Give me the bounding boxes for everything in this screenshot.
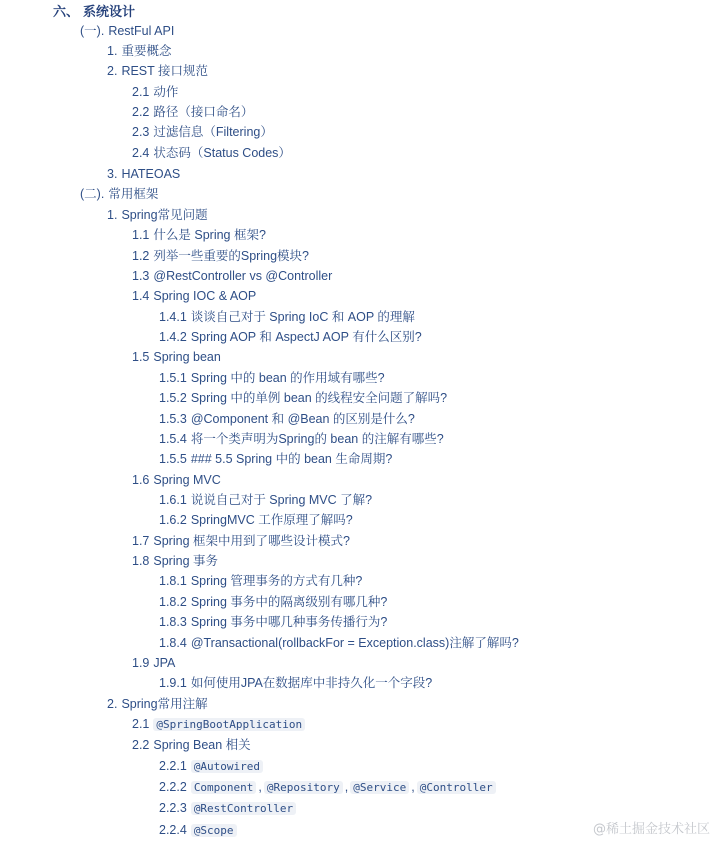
toc-number: 1.6 xyxy=(132,473,150,487)
toc-number: 六、 xyxy=(53,4,80,19)
toc-number: 1.4.1 xyxy=(159,310,187,324)
toc-text: Spring 管理事务的方式有几种? xyxy=(190,574,363,588)
toc-text: RestFul API xyxy=(108,24,175,38)
toc-number: 1.5.2 xyxy=(159,391,187,405)
toc-item[interactable] xyxy=(159,573,362,589)
toc-item[interactable] xyxy=(159,492,372,508)
toc-item[interactable] xyxy=(80,23,174,39)
toc-item[interactable] xyxy=(132,533,350,549)
toc-number: 1.5.4 xyxy=(159,432,187,446)
toc-heading xyxy=(53,4,135,20)
toc-number: 1.7 xyxy=(132,534,150,548)
toc-text: Spring 事务中的隔离级别有哪几种? xyxy=(190,595,388,609)
toc-separator: , xyxy=(344,780,349,794)
toc-text: Spring 事务 xyxy=(153,554,218,568)
toc-item[interactable] xyxy=(107,207,208,223)
toc-number: 1.8 xyxy=(132,554,150,568)
toc-item[interactable] xyxy=(132,124,273,140)
toc-item[interactable] xyxy=(132,268,332,284)
toc-number: 2.4 xyxy=(132,146,150,160)
watermark: @稀土掘金技术社区 xyxy=(592,822,710,837)
toc-number: 1.5.3 xyxy=(159,412,187,426)
toc-code: @Controller xyxy=(417,781,496,794)
toc-text: 什么是 Spring 框架? xyxy=(153,228,266,242)
toc-number: 1.8.1 xyxy=(159,574,187,588)
toc-number: 1.4.2 xyxy=(159,330,187,344)
toc-number: 1.5.1 xyxy=(159,371,187,385)
toc-item[interactable] xyxy=(132,288,256,304)
toc-number: 2.2 xyxy=(132,738,150,752)
toc-item[interactable] xyxy=(159,431,444,447)
toc-text: HATEOAS xyxy=(121,167,181,181)
toc-item[interactable] xyxy=(159,800,296,817)
toc-text: Spring 中的 bean 的作用域有哪些? xyxy=(190,371,385,385)
toc-text: 常用框架 xyxy=(108,187,159,201)
toc-number: 1.3 xyxy=(132,269,150,283)
toc-item[interactable] xyxy=(159,512,353,528)
toc-item[interactable] xyxy=(159,370,385,386)
toc-item[interactable] xyxy=(132,737,251,753)
toc-text: REST 接口规范 xyxy=(121,64,209,78)
toc-number: 1.8.2 xyxy=(159,595,187,609)
toc-item[interactable] xyxy=(159,451,392,467)
toc-item[interactable] xyxy=(132,472,221,488)
toc-text: Spring常见问题 xyxy=(121,208,208,222)
toc-number: 1.1 xyxy=(132,228,150,242)
toc-item[interactable] xyxy=(159,329,422,345)
toc-item[interactable] xyxy=(159,309,415,325)
toc-number: 2.2 xyxy=(132,105,150,119)
toc-number: 1. xyxy=(107,208,118,222)
toc-separator: , xyxy=(258,780,262,794)
toc-number: 1.2 xyxy=(132,249,150,263)
toc-separator: , xyxy=(411,780,415,794)
toc-text: 将一个类声明为Spring的 bean 的注解有哪些? xyxy=(190,432,444,446)
toc-text: 动作 xyxy=(153,85,179,99)
toc-number: 1.5 xyxy=(132,350,150,364)
toc-item[interactable] xyxy=(132,227,266,243)
toc-text: Spring AOP 和 AspectJ AOP 有什么区别? xyxy=(190,330,422,344)
toc-number: 1.8.4 xyxy=(159,636,187,650)
toc-number: 1.9 xyxy=(132,656,150,670)
toc-number: 2.2.3 xyxy=(159,801,187,815)
toc-text: SpringMVC 工作原理了解吗? xyxy=(190,513,353,527)
toc-text: 谈谈自己对于 Spring IoC 和 AOP 的理解 xyxy=(190,310,415,324)
toc-item[interactable] xyxy=(132,248,309,264)
toc-number: 2. xyxy=(107,697,118,711)
toc-number: 2.1 xyxy=(132,85,150,99)
toc-number: 1.5.5 xyxy=(159,452,187,466)
toc-number: (二). xyxy=(80,187,105,201)
toc-number: 1.8.3 xyxy=(159,615,187,629)
toc-code: @RestController xyxy=(191,802,296,815)
toc-text: @Component 和 @Bean 的区别是什么? xyxy=(190,412,415,426)
toc-text: ### 5.5 Spring 中的 bean 生命周期? xyxy=(190,452,393,466)
toc-item[interactable] xyxy=(159,594,387,610)
toc-text: 系统设计 xyxy=(83,4,136,19)
toc-number: 2. xyxy=(107,64,118,78)
toc-text: 说说自己对于 Spring MVC 了解? xyxy=(190,493,373,507)
toc-item[interactable] xyxy=(159,758,263,775)
toc-text: Spring bean xyxy=(153,350,221,364)
toc-item[interactable] xyxy=(159,635,519,651)
toc-text: 列举一些重要的Spring模块? xyxy=(153,249,309,263)
toc-text: 路径（接口命名） xyxy=(153,105,254,119)
toc-code: @Scope xyxy=(191,824,237,837)
toc-text: Spring MVC xyxy=(153,473,221,487)
toc-item[interactable] xyxy=(159,614,387,630)
toc-text: 重要概念 xyxy=(121,44,172,58)
toc-text: Spring IOC & AOP xyxy=(153,289,257,303)
toc-text: 过滤信息（Filtering） xyxy=(153,125,273,139)
toc-number: 1.6.2 xyxy=(159,513,187,527)
toc-number: 2.2.2 xyxy=(159,780,187,794)
toc-item[interactable] xyxy=(80,186,158,202)
toc-number: (一). xyxy=(80,24,105,38)
toc-number: 2.2.1 xyxy=(159,759,187,773)
toc-item[interactable] xyxy=(132,84,178,100)
toc-number: 2.1 xyxy=(132,717,150,731)
toc-item[interactable] xyxy=(132,104,253,120)
toc-text: Spring 框架中用到了哪些设计模式? xyxy=(153,534,350,548)
toc-number: 2.3 xyxy=(132,125,150,139)
toc-number: 1.4 xyxy=(132,289,150,303)
toc-number: 1.9.1 xyxy=(159,676,187,690)
toc-item[interactable] xyxy=(132,655,175,671)
toc-code: @Service xyxy=(350,781,409,794)
toc-item[interactable] xyxy=(132,716,305,733)
toc-text: @RestController vs @Controller xyxy=(153,269,333,283)
toc-item[interactable] xyxy=(159,675,432,691)
toc-text: Spring常用注解 xyxy=(121,697,208,711)
toc-number: 2.2.4 xyxy=(159,823,187,837)
toc-text: JPA xyxy=(153,656,176,670)
toc-item[interactable] xyxy=(107,696,208,712)
toc-number: 3. xyxy=(107,167,118,181)
toc-number: 1. xyxy=(107,44,118,58)
toc-item[interactable] xyxy=(107,43,171,59)
toc-number: 1.6.1 xyxy=(159,493,187,507)
toc-code: @Autowired xyxy=(191,760,263,773)
toc-code: Component xyxy=(191,781,257,794)
toc-item[interactable] xyxy=(107,63,208,79)
toc-item[interactable] xyxy=(159,822,237,839)
toc-code: @SpringBootApplication xyxy=(153,718,305,731)
toc-item[interactable] xyxy=(107,166,180,182)
toc-text: Spring 中的单例 bean 的线程安全问题了解吗? xyxy=(190,391,448,405)
toc-item[interactable] xyxy=(159,779,496,796)
toc-item[interactable] xyxy=(132,349,221,365)
toc-text: 状态码（Status Codes） xyxy=(153,146,291,160)
toc-item[interactable] xyxy=(132,553,218,569)
toc-code: @Repository xyxy=(264,781,343,794)
toc-text: @Transactional(rollbackFor = Exception.class)注解了解吗? xyxy=(190,636,519,650)
toc-text: Spring 事务中哪几种事务传播行为? xyxy=(190,615,388,629)
toc-item[interactable] xyxy=(159,411,415,427)
toc-text: Spring Bean 相关 xyxy=(153,738,251,752)
toc-text: 如何使用JPA在数据库中非持久化一个字段? xyxy=(190,676,433,690)
toc-item[interactable] xyxy=(132,145,291,161)
toc-item[interactable] xyxy=(159,390,447,406)
